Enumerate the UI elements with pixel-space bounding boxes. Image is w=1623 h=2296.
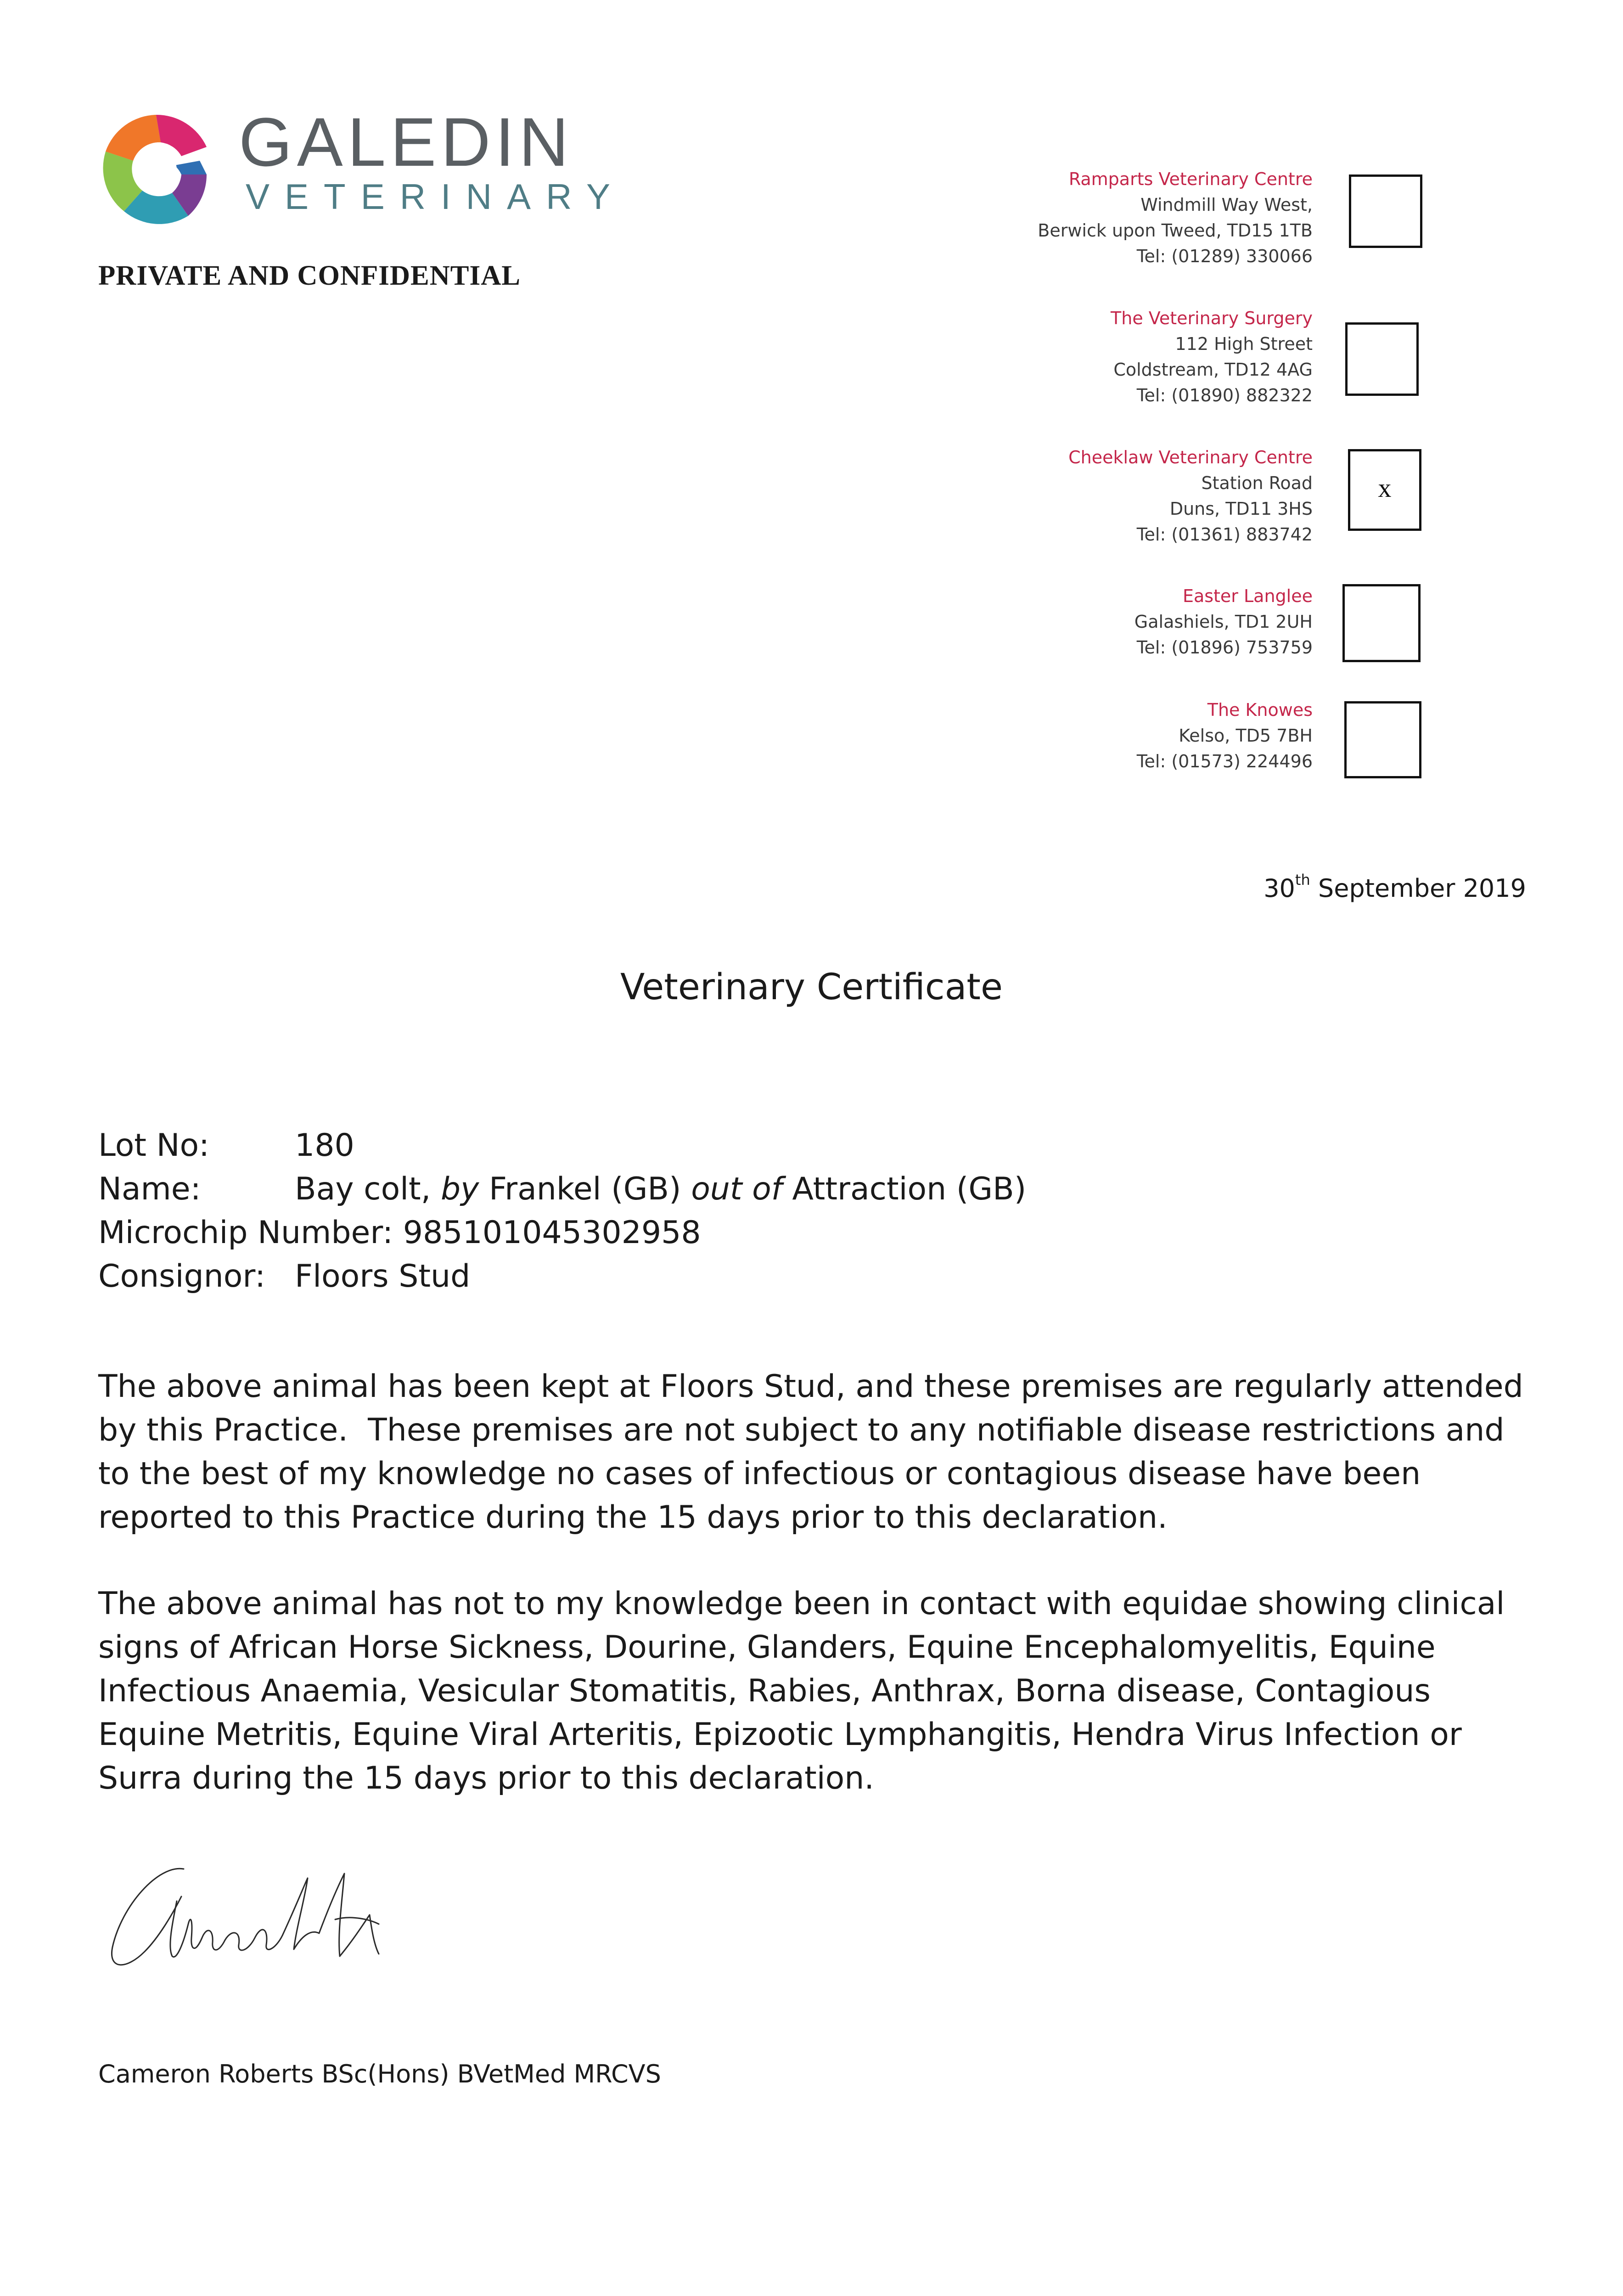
handwritten-signature — [103, 1851, 406, 1988]
practice-phone: Tel: (01896) 753759 — [1136, 637, 1313, 658]
name-label: Name: — [98, 1171, 201, 1207]
name-value-by: by — [440, 1171, 479, 1207]
practice-the-knowes — [808, 697, 1313, 774]
lot-row — [98, 1124, 1026, 1167]
practice-address-line: Coldstream, TD12 4AG — [1113, 360, 1313, 380]
practice-easter-langlee — [808, 583, 1313, 660]
practice-address-line: Berwick upon Tweed, TD15 1TB — [1038, 220, 1313, 241]
practice-address-line: Station Road — [1201, 473, 1313, 493]
practice-address-line: Galashiels, TD1 2UH — [1134, 612, 1313, 632]
practice-cheeklaw — [808, 445, 1313, 547]
practice-veterinary-surgery — [808, 305, 1313, 408]
declaration-paragraph-premises: The above animal has been kept at Floors Stud, and these premises are regularly attended by this Practice. These premises are not subject to any notifiable disease restrictions and to the best of my knowledge no cases of infectious or contagious disease have been reported to this Practice during the 15 days prior to this declaration. — [98, 1368, 1533, 1536]
practice-address-line: Windmill Way West, — [1140, 195, 1313, 215]
practice-address-line: Kelso, TD5 7BH — [1179, 726, 1313, 746]
certificate-date — [1264, 871, 1526, 903]
practice-phone: Tel: (01289) 330066 — [1136, 246, 1313, 266]
checkbox-veterinary-surgery[interactable] — [1345, 322, 1419, 396]
lot-label: Lot No: — [98, 1127, 209, 1164]
date-day: 30 — [1264, 874, 1295, 903]
practice-name: The Knowes — [1207, 700, 1313, 720]
page-title: Veterinary Certificate — [620, 967, 1003, 1008]
name-value-part1: Bay colt, — [295, 1171, 441, 1207]
consignor-row — [98, 1255, 1026, 1298]
practice-address-line: Duns, TD11 3HS — [1169, 499, 1313, 519]
galedin-logo — [96, 103, 626, 234]
practice-name: Ramparts Veterinary Centre — [1068, 169, 1313, 189]
practice-ramparts — [808, 166, 1313, 269]
logo-name: GALEDIN — [239, 103, 573, 180]
practice-phone: Tel: (01573) 224496 — [1136, 751, 1313, 771]
checkbox-cheeklaw[interactable]: x — [1348, 449, 1421, 531]
practice-phone: Tel: (01890) 882322 — [1136, 385, 1313, 405]
checkbox-the-knowes[interactable] — [1344, 701, 1421, 778]
confidential-heading: PRIVATE AND CONFIDENTIAL — [98, 260, 521, 291]
microchip-value: 985101045302958 — [403, 1215, 701, 1251]
date-suffix: th — [1295, 871, 1310, 889]
consignor-label: Consignor: — [98, 1258, 266, 1294]
practice-name: The Veterinary Surgery — [1111, 308, 1313, 328]
microchip-row — [98, 1211, 1026, 1255]
consignor-value: Floors Stud — [295, 1258, 471, 1294]
signatory-name: Cameron Roberts BSc(Hons) BVetMed MRCVS — [98, 2060, 661, 2088]
name-row — [98, 1167, 1026, 1211]
date-month-year: September 2019 — [1318, 874, 1526, 903]
declaration-paragraph-contact: The above animal has not to my knowledge been in contact with equidae showing clinical signs of African Horse Sickness, Dourine, Glanders, Equine Encephalomyelitis, Equine Infectious Anaemia, Vesicular Stomatitis, Rabies, Anthrax, Borna disease, Contagious Equine Metritis, Equine Viral Arteritis, Epizootic Lymphangitis, Hendra Virus Infection or Surra during the 15 days prior to this declaration. — [98, 1586, 1505, 1796]
practice-address-line: 112 High Street — [1175, 334, 1313, 354]
checkbox-ramparts[interactable] — [1349, 174, 1422, 248]
lot-value: 180 — [295, 1127, 354, 1164]
practice-phone: Tel: (01361) 883742 — [1136, 524, 1313, 545]
microchip-label: Microchip Number: — [98, 1215, 393, 1251]
animal-details — [98, 1124, 1026, 1298]
checkbox-easter-langlee[interactable] — [1342, 584, 1421, 662]
practice-name: Easter Langlee — [1182, 586, 1313, 606]
name-value-dam: Attraction (GB) — [782, 1171, 1027, 1207]
practice-name: Cheeklaw Veterinary Centre — [1068, 447, 1313, 467]
logo-subname: VETERINARY — [246, 176, 626, 217]
galedin-logo-mark-icon — [96, 110, 216, 230]
name-value-out-of: out of — [691, 1171, 782, 1207]
name-value-sire: Frankel (GB) — [479, 1171, 691, 1207]
